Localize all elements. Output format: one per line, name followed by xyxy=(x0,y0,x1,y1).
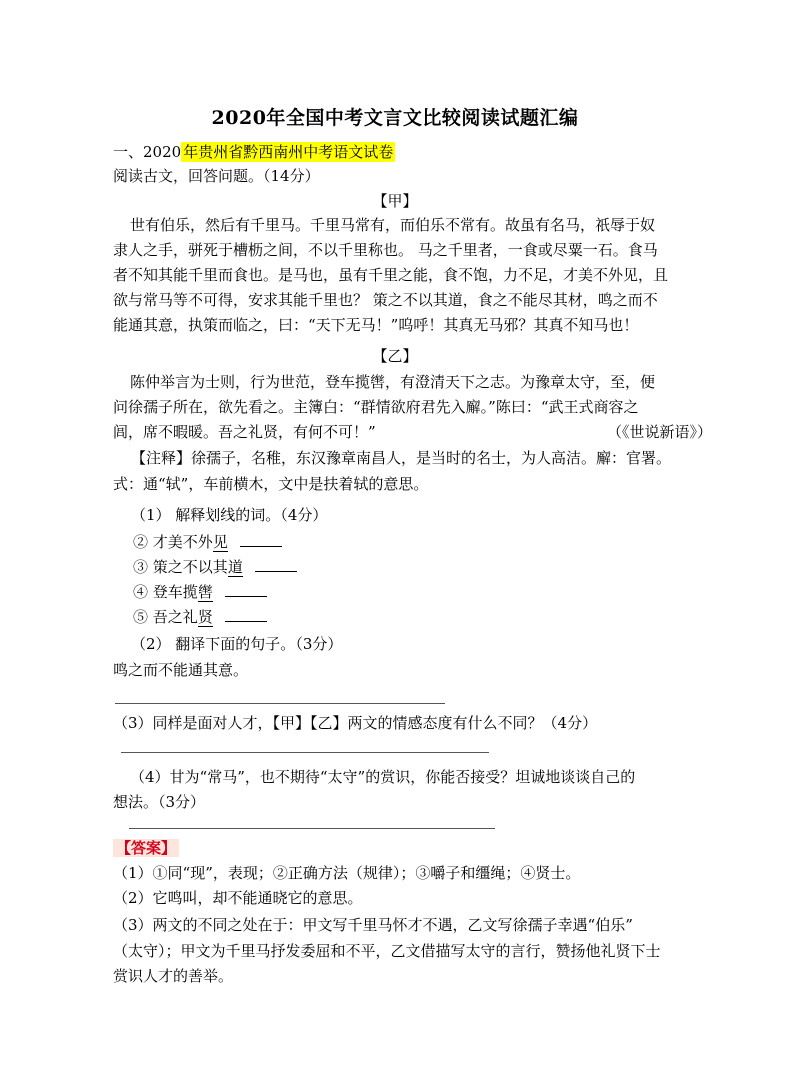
answer-blank[interactable] xyxy=(240,532,282,547)
q1-item xyxy=(133,581,267,603)
question-1: （1） 解释划线的词。（4分） xyxy=(131,506,328,524)
q1-item-num: ④ xyxy=(133,583,149,601)
answer-line-text: （3）两文的不同之处在于：甲文写千里马怀才不遇，乙文写徐孺子幸遇“伯乐” xyxy=(113,916,633,934)
q1-item-pre: 吾之礼 xyxy=(152,608,198,626)
q1-item xyxy=(133,606,267,628)
note-line: 式：通“轼”，车前横木，文中是扶着轼的意思。 xyxy=(113,475,429,493)
jia-line: 者不知其能千里而食也。是马也，虽有千里之能，食不饱，力不足，才美不外见，且 xyxy=(113,266,669,284)
q2-sentence: 鸣之而不能通其意。 xyxy=(113,661,249,679)
question-2: （2） 翻译下面的句子。（3分） xyxy=(131,635,343,653)
jia-line: 世有伯乐，然后有千里马。千里马常有，而伯乐不常有。故虽有名马，祇辱于奴 xyxy=(130,216,656,234)
yi-line: 闾，席不暇暖。吾之礼贤，有何不可！” xyxy=(113,423,376,441)
answer-line[interactable] xyxy=(129,828,495,829)
q1-item-num: ② xyxy=(133,533,149,551)
yi-line: 陈仲举言为士则，行为世范，登车揽辔，有澄清天下之志。为豫章太守，至，便 xyxy=(130,373,656,391)
answer-blank[interactable] xyxy=(225,607,267,622)
q1-item-pre: 策之不以其 xyxy=(152,558,228,576)
q1-item-num: ⑤ xyxy=(133,608,149,626)
q1-item-word: 道 xyxy=(227,558,243,576)
instruction: 阅读古文，回答问题。（14分） xyxy=(113,167,320,185)
question-4: （4）甘为“常马”，也不期待“太守”的赏识，你能否接受？坦诚地谈谈自己的 xyxy=(130,768,636,786)
answer-line-text: （2）它鸣叫，却不能通晓它的意思。 xyxy=(113,889,363,907)
q1-item xyxy=(133,556,297,578)
note-line: 【注释】徐孺子，名稚，东汉豫章南昌人，是当时的名士，为人高洁。廨：官署。 xyxy=(131,449,672,467)
question-3: （3）同样是面对人才，【甲】【乙】两文的情感态度有什么不同？（4分） xyxy=(113,714,598,732)
answer-blank[interactable] xyxy=(225,582,267,597)
answer-blank[interactable] xyxy=(255,557,297,572)
q1-item-pre: 登车揽 xyxy=(152,583,198,601)
q1-item-word: 辔 xyxy=(197,583,213,601)
answer-line[interactable] xyxy=(121,752,489,753)
q1-item-num: ③ xyxy=(133,558,149,576)
answer-label: 【答案】 xyxy=(113,839,179,857)
jia-label: 【甲】 xyxy=(372,192,418,210)
yi-line: 问徐孺子所在，欲先看之。主簿白：“群情欲府君先入廨。”陈曰：“武王式商容之 xyxy=(113,398,639,416)
answer-line-text: （1）①同“现”，表现；②正确方法（规律）；③嚼子和缰绳；④贤士。 xyxy=(113,864,581,882)
yi-label: 【乙】 xyxy=(372,347,418,365)
section-heading xyxy=(113,141,395,163)
answer-label-row xyxy=(113,837,179,859)
answer-line-text: 赏识人才的善举。 xyxy=(113,967,234,985)
jia-line: 欲与常马等不可得，安求其能千里也？ 策之不以其道，食之不能尽其材，鸣之而不 xyxy=(113,291,658,309)
section-prefix: 一、2020 xyxy=(113,143,182,161)
jia-line: 能通其意，执策而临之，曰：“天下无马！”呜呼！其真无马邪？其真不知马也！ xyxy=(113,316,639,334)
q1-item xyxy=(133,531,282,553)
q1-item-pre: 才美不外 xyxy=(152,533,213,551)
answer-line[interactable] xyxy=(115,703,445,704)
q1-item-word: 贤 xyxy=(197,608,213,626)
jia-line: 隶人之手，骈死于槽枥之间，不以千里称也。 马之千里者，一食或尽粟一石。食马 xyxy=(113,241,658,259)
page-title: 2020年全国中考文言文比较阅读试题汇编 xyxy=(211,107,579,129)
answer-line-text: （太守）；甲文为千里马抒发委屈和不平，乙文借描写太守的言行，赞扬他礼贤下士 xyxy=(113,942,661,960)
section-highlight: 年贵州省黔西南州中考语文试卷 xyxy=(183,143,394,161)
q1-item-word: 见 xyxy=(212,533,228,551)
question-4-cont: 想法。（3分） xyxy=(113,793,206,811)
yi-source: （《世说新语》） xyxy=(606,423,712,441)
